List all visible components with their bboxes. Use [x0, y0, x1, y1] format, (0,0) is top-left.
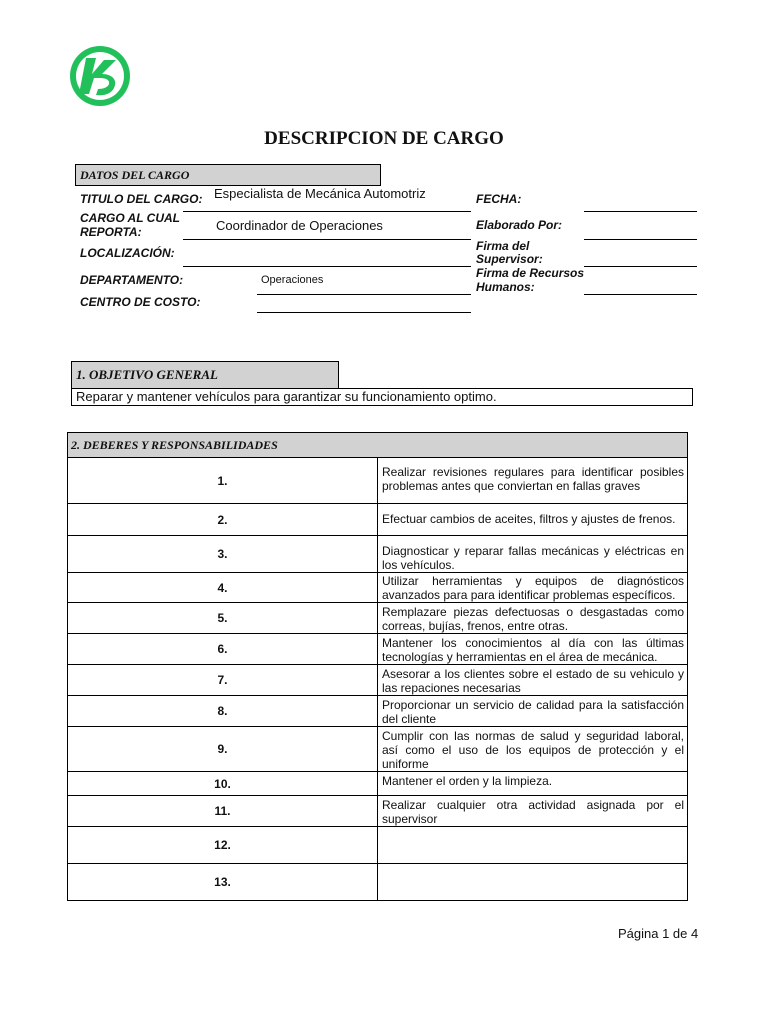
- localizacion-label: LOCALIZACIÓN:: [80, 246, 175, 260]
- item-number: 13.: [68, 864, 378, 901]
- fecha-label: FECHA:: [476, 192, 522, 206]
- cargo-label-1: CARGO AL CUAL: [80, 211, 180, 225]
- item-text: Remplazare piezas defectuosas o desgastadas como correas, bujías, frenos, entre otras.: [378, 603, 688, 634]
- table-row: [68, 665, 688, 696]
- departamento-label: DEPARTAMENTO:: [80, 273, 184, 287]
- titulo-line: [183, 211, 471, 212]
- departamento-line: [257, 294, 471, 295]
- item-number: 10.: [68, 772, 378, 796]
- page-number: Página 1 de 4: [618, 926, 699, 941]
- item-text: Asesorar a los clientes sobre el estado de su vehiculo y las repaciones necesarias: [378, 665, 688, 696]
- item-number: 11.: [68, 796, 378, 827]
- deberes-table: [67, 432, 688, 901]
- firma-supervisor-label-2: Supervisor:: [476, 252, 543, 266]
- titulo-value: Especialista de Mecánica Automotriz: [214, 186, 426, 201]
- firma-rrhh-line: [584, 294, 697, 295]
- table-row: [68, 603, 688, 634]
- firma-rrhh-label-2: Humanos:: [476, 280, 535, 294]
- firma-rrhh-label-1: Firma de Recursos: [476, 266, 585, 280]
- table-row: [68, 796, 688, 827]
- table-row: [68, 727, 688, 772]
- item-text: Realizar revisiones regulares para identificar posibles problemas antes que conviertan en fallas graves: [378, 458, 688, 504]
- item-text: Realizar cualquier otra actividad asignada por el supervisor: [378, 796, 688, 827]
- company-logo-icon: [68, 44, 132, 108]
- page-title: DESCRIPCION DE CARGO: [264, 128, 504, 149]
- cargo-label-2: REPORTA:: [80, 225, 142, 239]
- fecha-line: [584, 211, 697, 212]
- cargo-line: [183, 239, 471, 240]
- item-number: 2.: [68, 504, 378, 536]
- table-row: [68, 458, 688, 504]
- item-number: 1.: [68, 458, 378, 504]
- item-text: Diagnosticar y reparar fallas mecánicas y eléctricas en los vehículos.: [378, 536, 688, 573]
- firma-supervisor-line: [584, 266, 697, 267]
- deberes-header: 2. DEBERES Y RESPONSABILIDADES: [68, 433, 688, 458]
- item-number: 3.: [68, 536, 378, 573]
- localizacion-line: [183, 266, 471, 267]
- table-row: [68, 536, 688, 573]
- table-row: [68, 634, 688, 665]
- item-number: 12.: [68, 827, 378, 864]
- item-number: 9.: [68, 727, 378, 772]
- departamento-value: Operaciones: [261, 274, 324, 286]
- table-row: [68, 696, 688, 727]
- item-text: Mantener los conocimientos al día con las últimas tecnologías y herramientas en el área de mecánica.: [378, 634, 688, 665]
- item-number: 4.: [68, 573, 378, 603]
- firma-supervisor-label-1: Firma del: [476, 239, 530, 253]
- table-row: [68, 864, 688, 901]
- objetivo-text: Reparar y mantener vehículos para garantizar su funcionamiento optimo.: [71, 388, 693, 406]
- item-number: 6.: [68, 634, 378, 665]
- item-text: Utilizar herramientas y equipos de diagnósticos avanzados para para identificar problemas específicos.: [378, 573, 688, 603]
- item-number: 5.: [68, 603, 378, 634]
- item-number: 8.: [68, 696, 378, 727]
- table-row: [68, 573, 688, 603]
- elaborado-label: Elaborado Por:: [476, 218, 563, 232]
- item-number: 7.: [68, 665, 378, 696]
- table-row: [68, 772, 688, 796]
- cargo-value: Coordinador de Operaciones: [216, 218, 383, 233]
- centro-line: [257, 312, 471, 313]
- item-text: [378, 864, 688, 901]
- datos-header: DATOS DEL CARGO: [75, 164, 381, 186]
- item-text: Mantener el orden y la limpieza.: [378, 772, 688, 796]
- item-text: Proporcionar un servicio de calidad para la satisfacción del cliente: [378, 696, 688, 727]
- item-text: [378, 827, 688, 864]
- centro-label: CENTRO DE COSTO:: [80, 295, 201, 309]
- table-row: [68, 827, 688, 864]
- item-text: Cumplir con las normas de salud y seguridad laboral, así como el uso de los equipos de protección y el uniforme: [378, 727, 688, 772]
- titulo-label: TITULO DEL CARGO:: [80, 192, 203, 206]
- elaborado-line: [584, 239, 697, 240]
- objetivo-header: 1. OBJETIVO GENERAL: [71, 361, 339, 389]
- item-text: Efectuar cambios de aceites, filtros y ajustes de frenos.: [378, 504, 688, 536]
- table-row: [68, 504, 688, 536]
